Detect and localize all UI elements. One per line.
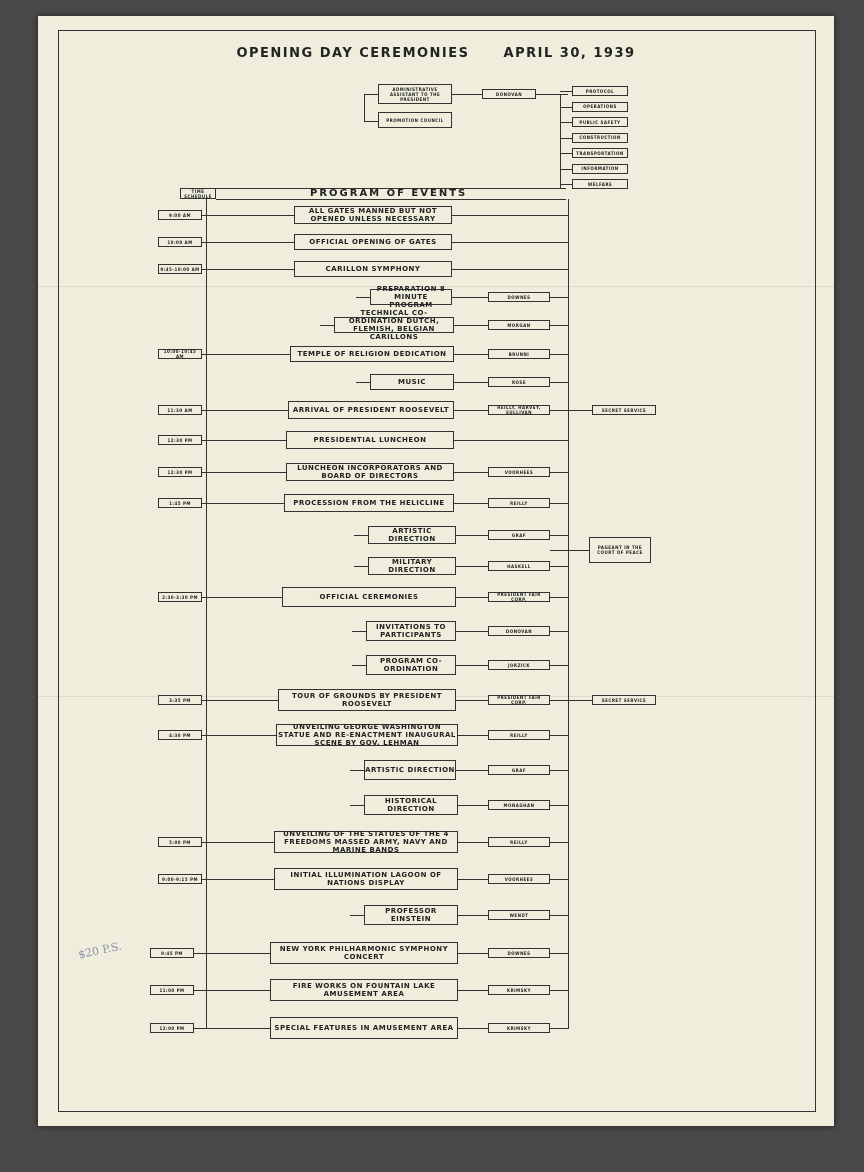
event-box: NEW YORK PHILHARMONIC SYMPHONY CONCERT: [270, 942, 458, 964]
connector: [356, 297, 370, 298]
connector: [194, 1028, 270, 1029]
connector: [202, 215, 294, 216]
connector: [350, 805, 364, 806]
event-box: PROFESSOR EINSTEIN: [364, 905, 458, 925]
connector: [568, 410, 592, 411]
event-box: LUNCHEON INCORPORATORS AND BOARD OF DIRECTORS: [286, 463, 454, 481]
person-box: ROSE: [488, 377, 550, 387]
time-box: 5:00 PM: [158, 837, 202, 847]
connector: [456, 770, 488, 771]
time-box: 12:00 PM: [150, 1023, 194, 1033]
event-box: SPECIAL FEATURES IN AMUSEMENT AREA: [270, 1017, 458, 1039]
connector: [352, 665, 366, 666]
person-box: WENDT: [488, 910, 550, 920]
connector: [560, 184, 572, 185]
connector: [202, 440, 286, 441]
connector: [452, 215, 568, 216]
connector: [456, 665, 488, 666]
event-box: CARILLON SYMPHONY: [294, 261, 452, 277]
event-box: ARTISTIC DIRECTION: [368, 526, 456, 544]
connector: [458, 953, 488, 954]
person-box: HASKELL: [488, 561, 550, 571]
connector: [364, 94, 365, 122]
connector: [550, 325, 568, 326]
time-box: 1:45 PM: [158, 498, 202, 508]
connector: [458, 990, 488, 991]
department-box: INFORMATION: [572, 164, 628, 174]
connector: [202, 269, 294, 270]
person-box: BRUNNI: [488, 349, 550, 359]
connector: [560, 153, 572, 154]
event-box: FIRE WORKS ON FOUNTAIN LAKE AMUSEMENT AREA: [270, 979, 458, 1001]
connector: [452, 242, 568, 243]
time-box: 9:00-9:15 PM: [158, 874, 202, 884]
person-box: KRIMSKY: [488, 985, 550, 995]
person-box: VOORHEES: [488, 467, 550, 477]
event-box: PROGRAM CO-ORDINATION: [366, 655, 456, 675]
connector: [550, 354, 568, 355]
connector: [550, 566, 568, 567]
right-spine: [568, 199, 569, 1029]
connector: [550, 535, 568, 536]
connector: [202, 354, 290, 355]
person-box: PRESIDENT FAIR CORP.: [488, 592, 550, 602]
person-box: MORGAN: [488, 320, 550, 330]
connector: [458, 1028, 488, 1029]
handwritten-note: $20 P.S.: [77, 939, 123, 962]
event-box: OFFICIAL CEREMONIES: [282, 587, 456, 607]
connector: [550, 472, 568, 473]
connector: [320, 325, 334, 326]
connector: [452, 297, 488, 298]
department-box: TRANSPORTATION: [572, 148, 628, 158]
connector: [550, 990, 568, 991]
event-box: PRESIDENTIAL LUNCHEON: [286, 431, 454, 449]
connector: [550, 550, 589, 551]
time-box: 3:35 PM: [158, 695, 202, 705]
connector: [352, 631, 366, 632]
admin-head-box: DONOVAN: [482, 89, 536, 99]
connector: [458, 915, 488, 916]
connector: [202, 410, 288, 411]
connector: [568, 700, 592, 701]
connector: [454, 354, 488, 355]
connector: [216, 199, 566, 200]
connector: [452, 269, 568, 270]
time-box: 12:30 PM: [158, 467, 202, 477]
extra-box: PAGEANT IN THE COURT OF PEACE: [589, 537, 651, 563]
person-box: REILLY, HARVEY, SULLIVAN: [488, 405, 550, 415]
time-box: 9:45 PM: [150, 948, 194, 958]
time-box: 11:30 AM: [158, 405, 202, 415]
time-box: 10:00-10:45 AM: [158, 349, 202, 359]
connector: [202, 503, 284, 504]
chart-date: APRIL 30, 1939: [503, 46, 636, 61]
event-box: INVITATIONS TO PARTICIPANTS: [366, 621, 456, 641]
connector: [550, 915, 568, 916]
connector: [560, 169, 572, 170]
connector: [454, 325, 488, 326]
connector: [454, 382, 488, 383]
time-box: 10:00 AM: [158, 237, 202, 247]
program-of-events-header: PROGRAM OF EVENTS: [310, 188, 468, 199]
extra-box: SECRET SERVICE: [592, 405, 656, 415]
time-spine: [206, 199, 207, 1029]
event-box: MILITARY DIRECTION: [368, 557, 456, 575]
connector: [356, 382, 370, 383]
connector: [202, 597, 282, 598]
connector: [202, 700, 278, 701]
time-box: 12:30 PM: [158, 435, 202, 445]
event-box: INITIAL ILLUMINATION LAGOON OF NATIONS DISPLAY: [274, 868, 458, 890]
connector: [202, 879, 274, 880]
connector: [452, 94, 482, 95]
connector: [202, 842, 274, 843]
connector: [350, 770, 364, 771]
connector: [550, 631, 568, 632]
event-box: UNVEILING OF THE STATUES OF THE 4 FREEDOMS MASSED ARMY, NAVY AND MARINE BANDS: [274, 831, 458, 853]
event-box: UNVEILING GEORGE WASHINGTON STATUE AND RE-ENACTMENT INAUGURAL SCENE BY GOV. LEHMAN: [276, 724, 458, 746]
person-box: MONAGHAN: [488, 800, 550, 810]
department-box: PUBLIC SAFETY: [572, 117, 628, 127]
ceremony-chart-sheet: [38, 16, 834, 1126]
department-box: PROTOCOL: [572, 86, 628, 96]
person-box: REILLY: [488, 837, 550, 847]
time-schedule-header: TIME SCHEDULE: [180, 188, 216, 199]
connector: [350, 915, 364, 916]
connector: [202, 735, 276, 736]
event-box: TECHNICAL CO-ORDINATION DUTCH, FLEMISH, BELGIAN CARILLONS: [334, 317, 454, 333]
connector: [194, 953, 270, 954]
connector: [364, 121, 378, 122]
connector: [458, 842, 488, 843]
connector: [354, 535, 368, 536]
event-box: PROCESSION FROM THE HELICLINE: [284, 494, 454, 512]
department-box: WELFARE: [572, 179, 628, 189]
promotion-council-box: PROMOTION COUNCIL: [378, 112, 452, 128]
department-box: CONSTRUCTION: [572, 133, 628, 143]
time-box: 9:00 AM: [158, 210, 202, 220]
person-box: REILLY: [488, 730, 550, 740]
connector: [550, 953, 568, 954]
person-box: DOWNES: [488, 948, 550, 958]
connector: [550, 842, 568, 843]
connector: [560, 138, 572, 139]
person-box: DOWNES: [488, 292, 550, 302]
connector: [456, 535, 488, 536]
connector: [458, 805, 488, 806]
person-box: GRAF: [488, 530, 550, 540]
connector: [364, 94, 378, 95]
event-box: ARTISTIC DIRECTION: [364, 760, 456, 780]
connector: [550, 297, 568, 298]
chart-title-text: OPENING DAY CEREMONIES: [236, 46, 470, 61]
connector: [536, 94, 568, 95]
connector: [550, 700, 568, 701]
event-box: TEMPLE OF RELIGION DEDICATION: [290, 346, 454, 362]
person-box: PRESIDENT FAIR CORP.: [488, 695, 550, 705]
connector: [550, 879, 568, 880]
connector: [456, 631, 488, 632]
connector: [454, 440, 568, 441]
event-box: ALL GATES MANNED BUT NOT OPENED UNLESS NECESSARY: [294, 206, 452, 224]
connector: [550, 597, 568, 598]
connector: [550, 665, 568, 666]
connector: [202, 242, 294, 243]
event-box: MUSIC: [370, 374, 454, 390]
person-box: JORZICK: [488, 660, 550, 670]
connector: [454, 472, 488, 473]
connector: [560, 91, 572, 92]
time-box: 11:00 PM: [150, 985, 194, 995]
person-box: GRAF: [488, 765, 550, 775]
admin-assistant-box: ADMINISTRATIVE ASSISTANT TO THE PRESIDENT: [378, 84, 452, 104]
event-box: TOUR OF GROUNDS BY PRESIDENT ROOSEVELT: [278, 689, 456, 711]
connector: [550, 735, 568, 736]
person-box: REILLY: [488, 498, 550, 508]
time-box: 4:30 PM: [158, 730, 202, 740]
connector: [550, 410, 568, 411]
connector: [202, 472, 286, 473]
person-box: KRIMSKY: [488, 1023, 550, 1033]
connector: [194, 990, 270, 991]
connector: [456, 700, 488, 701]
event-box: HISTORICAL DIRECTION: [364, 795, 458, 815]
connector: [454, 503, 488, 504]
connector: [560, 94, 561, 188]
connector: [560, 107, 572, 108]
connector: [456, 566, 488, 567]
connector: [458, 735, 488, 736]
time-box: 2:30-3:30 PM: [158, 592, 202, 602]
event-box: PREPARATION 8 MINUTE PROGRAM: [370, 289, 452, 305]
extra-box: SECRET SERVICE: [592, 695, 656, 705]
connector: [454, 410, 488, 411]
chart-title: [38, 46, 834, 61]
connector: [550, 503, 568, 504]
connector: [550, 1028, 568, 1029]
connector: [550, 382, 568, 383]
person-box: VOORHEES: [488, 874, 550, 884]
connector: [560, 122, 572, 123]
connector: [550, 770, 568, 771]
person-box: DONOVAN: [488, 626, 550, 636]
time-box: 9:45-10:00 AM: [158, 264, 202, 274]
event-box: OFFICIAL OPENING OF GATES: [294, 234, 452, 250]
event-box: ARRIVAL OF PRESIDENT ROOSEVELT: [288, 401, 454, 419]
connector: [354, 566, 368, 567]
connector: [550, 805, 568, 806]
connector: [456, 597, 488, 598]
department-box: OPERATIONS: [572, 102, 628, 112]
connector: [458, 879, 488, 880]
